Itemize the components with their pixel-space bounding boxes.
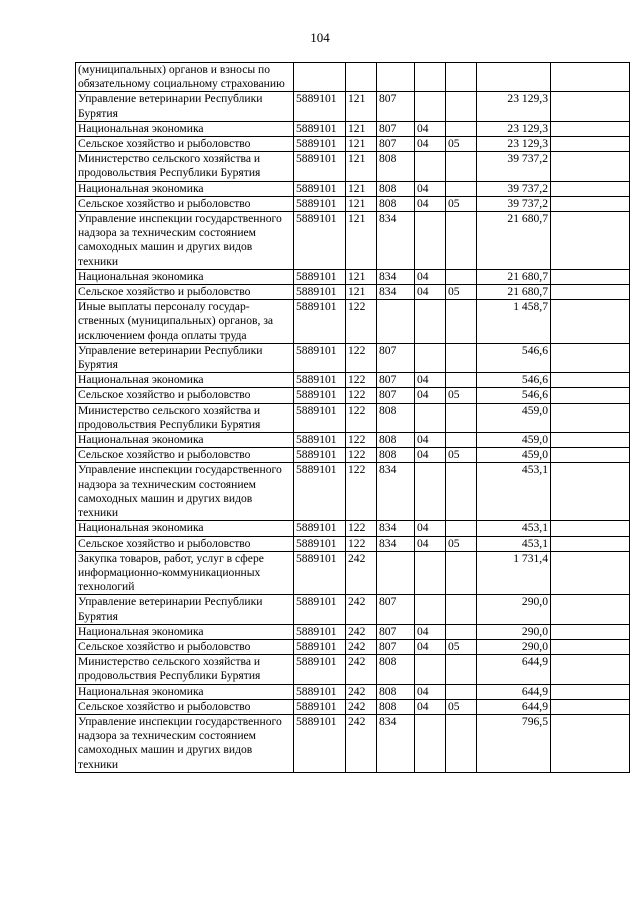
amount-cell xyxy=(477,63,551,92)
subsection-cell: 05 xyxy=(446,639,477,654)
row-name-cell: Управление инспекции государственного надзора за техническим состоянием самоходных машин и других видов техники xyxy=(76,714,294,772)
administrator-code-cell: 807 xyxy=(377,595,415,624)
empty-cell xyxy=(551,536,630,551)
section-cell xyxy=(415,595,446,624)
target-article-cell: 5889101 xyxy=(294,388,346,403)
subsection-cell: 05 xyxy=(446,285,477,300)
row-name-cell: Министерство сельского хозяйства и продовольствия Республики Бурятия xyxy=(76,403,294,432)
table-row xyxy=(76,624,630,639)
section-cell: 04 xyxy=(415,137,446,152)
row-name-cell: Управление ветеринарии Республики Бурятия xyxy=(76,595,294,624)
expense-type-cell: 242 xyxy=(346,684,377,699)
table-row xyxy=(76,181,630,196)
target-article-cell: 5889101 xyxy=(294,624,346,639)
table-body xyxy=(76,63,630,773)
administrator-code-cell: 807 xyxy=(377,639,415,654)
empty-cell xyxy=(551,343,630,372)
subsection-cell xyxy=(446,373,477,388)
section-cell xyxy=(415,92,446,121)
amount-cell: 459,0 xyxy=(477,448,551,463)
section-cell: 04 xyxy=(415,285,446,300)
target-article-cell: 5889101 xyxy=(294,403,346,432)
expense-type-cell: 122 xyxy=(346,373,377,388)
target-article-cell: 5889101 xyxy=(294,463,346,521)
expense-type-cell: 121 xyxy=(346,137,377,152)
subsection-cell xyxy=(446,521,477,536)
target-article-cell: 5889101 xyxy=(294,699,346,714)
budget-table xyxy=(75,62,630,773)
amount-cell: 546,6 xyxy=(477,343,551,372)
amount-cell: 1 731,4 xyxy=(477,551,551,595)
page-number: 104 xyxy=(310,30,330,45)
target-article-cell: 5889101 xyxy=(294,152,346,181)
empty-cell xyxy=(551,624,630,639)
subsection-cell xyxy=(446,269,477,284)
section-cell: 04 xyxy=(415,684,446,699)
empty-cell xyxy=(551,639,630,654)
subsection-cell xyxy=(446,463,477,521)
target-article-cell: 5889101 xyxy=(294,433,346,448)
expense-type-cell: 122 xyxy=(346,343,377,372)
row-name-cell: Национальная экономика xyxy=(76,521,294,536)
section-cell: 04 xyxy=(415,624,446,639)
administrator-code-cell xyxy=(377,551,415,595)
administrator-code-cell: 834 xyxy=(377,285,415,300)
empty-cell xyxy=(551,121,630,136)
section-cell xyxy=(415,300,446,344)
target-article-cell: 5889101 xyxy=(294,595,346,624)
row-name-cell: Иные выплаты персоналу государственных (муниципальных) органов, за исключением фонда оплаты труда xyxy=(76,300,294,344)
amount-cell: 39 737,2 xyxy=(477,181,551,196)
section-cell: 04 xyxy=(415,433,446,448)
target-article-cell: 5889101 xyxy=(294,551,346,595)
target-article-cell: 5889101 xyxy=(294,655,346,684)
subsection-cell xyxy=(446,92,477,121)
expense-type-cell: 121 xyxy=(346,152,377,181)
empty-cell xyxy=(551,212,630,270)
administrator-code-cell: 834 xyxy=(377,463,415,521)
expense-type-cell: 121 xyxy=(346,181,377,196)
section-cell xyxy=(415,212,446,270)
table-row xyxy=(76,684,630,699)
subsection-cell xyxy=(446,212,477,270)
administrator-code-cell: 834 xyxy=(377,536,415,551)
target-article-cell: 5889101 xyxy=(294,300,346,344)
administrator-code-cell: 834 xyxy=(377,714,415,772)
table-row xyxy=(76,536,630,551)
subsection-cell xyxy=(446,121,477,136)
row-name-cell: Сельское хозяйство и рыболовство xyxy=(76,285,294,300)
table-row xyxy=(76,121,630,136)
administrator-code-cell: 808 xyxy=(377,403,415,432)
row-name-cell: Национальная экономика xyxy=(76,121,294,136)
administrator-code-cell: 808 xyxy=(377,152,415,181)
administrator-code-cell: 808 xyxy=(377,181,415,196)
subsection-cell xyxy=(446,655,477,684)
target-article-cell: 5889101 xyxy=(294,285,346,300)
expense-type-cell: 121 xyxy=(346,196,377,211)
administrator-code-cell: 808 xyxy=(377,655,415,684)
target-article-cell: 5889101 xyxy=(294,137,346,152)
administrator-code-cell: 807 xyxy=(377,373,415,388)
table-row xyxy=(76,551,630,595)
table-row xyxy=(76,463,630,521)
table-row xyxy=(76,300,630,344)
table-row xyxy=(76,343,630,372)
empty-cell xyxy=(551,684,630,699)
target-article-cell: 5889101 xyxy=(294,92,346,121)
administrator-code-cell: 808 xyxy=(377,684,415,699)
administrator-code-cell: 834 xyxy=(377,212,415,270)
row-name-cell: Национальная экономика xyxy=(76,181,294,196)
empty-cell xyxy=(551,373,630,388)
section-cell xyxy=(415,403,446,432)
table-row xyxy=(76,285,630,300)
table-row xyxy=(76,714,630,772)
section-cell: 04 xyxy=(415,388,446,403)
empty-cell xyxy=(551,433,630,448)
table-row xyxy=(76,63,630,92)
subsection-cell xyxy=(446,343,477,372)
subsection-cell xyxy=(446,181,477,196)
expense-type-cell: 242 xyxy=(346,639,377,654)
target-article-cell: 5889101 xyxy=(294,448,346,463)
table-row xyxy=(76,639,630,654)
administrator-code-cell xyxy=(377,63,415,92)
section-cell: 04 xyxy=(415,521,446,536)
target-article-cell: 5889101 xyxy=(294,121,346,136)
expense-type-cell: 122 xyxy=(346,433,377,448)
table-row xyxy=(76,92,630,121)
empty-cell xyxy=(551,181,630,196)
subsection-cell xyxy=(446,551,477,595)
table-row xyxy=(76,448,630,463)
row-name-cell: Министерство сельского хозяйства и продовольствия Республики Бурятия xyxy=(76,152,294,181)
table-row xyxy=(76,196,630,211)
expense-type-cell: 122 xyxy=(346,536,377,551)
expense-type-cell: 242 xyxy=(346,655,377,684)
expense-type-cell: 242 xyxy=(346,624,377,639)
section-cell xyxy=(415,655,446,684)
table-row xyxy=(76,373,630,388)
amount-cell: 21 680,7 xyxy=(477,212,551,270)
empty-cell xyxy=(551,285,630,300)
table-row xyxy=(76,699,630,714)
empty-cell xyxy=(551,63,630,92)
amount-cell: 290,0 xyxy=(477,624,551,639)
amount-cell: 21 680,7 xyxy=(477,269,551,284)
target-article-cell: 5889101 xyxy=(294,196,346,211)
subsection-cell: 05 xyxy=(446,536,477,551)
expense-type-cell: 242 xyxy=(346,595,377,624)
subsection-cell xyxy=(446,63,477,92)
target-article-cell: 5889101 xyxy=(294,521,346,536)
amount-cell: 39 737,2 xyxy=(477,196,551,211)
expense-type-cell: 242 xyxy=(346,714,377,772)
row-name-cell: (муниципальных) органов и взносы по обязательному социальному страхованию xyxy=(76,63,294,92)
amount-cell: 21 680,7 xyxy=(477,285,551,300)
administrator-code-cell: 807 xyxy=(377,343,415,372)
expense-type-cell: 121 xyxy=(346,92,377,121)
subsection-cell: 05 xyxy=(446,388,477,403)
row-name-cell: Министерство сельского хозяйства и продовольствия Республики Бурятия xyxy=(76,655,294,684)
amount-cell: 39 737,2 xyxy=(477,152,551,181)
table-row xyxy=(76,388,630,403)
target-article-cell: 5889101 xyxy=(294,343,346,372)
row-name-cell: Сельское хозяйство и рыболовство xyxy=(76,536,294,551)
amount-cell: 644,9 xyxy=(477,684,551,699)
table-row xyxy=(76,137,630,152)
target-article-cell: 5889101 xyxy=(294,639,346,654)
table-row xyxy=(76,655,630,684)
target-article-cell: 5889101 xyxy=(294,684,346,699)
expense-type-cell xyxy=(346,63,377,92)
subsection-cell xyxy=(446,624,477,639)
administrator-code-cell: 807 xyxy=(377,92,415,121)
expense-type-cell: 122 xyxy=(346,521,377,536)
row-name-cell: Сельское хозяйство и рыболовство xyxy=(76,448,294,463)
target-article-cell: 5889101 xyxy=(294,373,346,388)
section-cell xyxy=(415,551,446,595)
subsection-cell xyxy=(446,714,477,772)
amount-cell: 290,0 xyxy=(477,639,551,654)
target-article-cell: 5889101 xyxy=(294,714,346,772)
expense-type-cell: 122 xyxy=(346,300,377,344)
row-name-cell: Управление инспекции государственного надзора за техническим состоянием самоходных машин и других видов техники xyxy=(76,463,294,521)
amount-cell: 459,0 xyxy=(477,433,551,448)
row-name-cell: Сельское хозяйство и рыболовство xyxy=(76,388,294,403)
row-name-cell: Национальная экономика xyxy=(76,373,294,388)
target-article-cell: 5889101 xyxy=(294,269,346,284)
section-cell xyxy=(415,714,446,772)
row-name-cell: Национальная экономика xyxy=(76,433,294,448)
administrator-code-cell: 807 xyxy=(377,624,415,639)
row-name-cell: Национальная экономика xyxy=(76,684,294,699)
empty-cell xyxy=(551,300,630,344)
row-name-cell: Закупка товаров, работ, услуг в сфере информационно-коммуникационных технологий xyxy=(76,551,294,595)
subsection-cell: 05 xyxy=(446,448,477,463)
empty-cell xyxy=(551,137,630,152)
empty-cell xyxy=(551,448,630,463)
subsection-cell xyxy=(446,433,477,448)
amount-cell: 453,1 xyxy=(477,536,551,551)
subsection-cell: 05 xyxy=(446,196,477,211)
empty-cell xyxy=(551,463,630,521)
empty-cell xyxy=(551,595,630,624)
expense-type-cell: 122 xyxy=(346,463,377,521)
expense-type-cell: 122 xyxy=(346,448,377,463)
amount-cell: 796,5 xyxy=(477,714,551,772)
table-row xyxy=(76,269,630,284)
administrator-code-cell: 808 xyxy=(377,433,415,448)
section-cell xyxy=(415,63,446,92)
amount-cell: 644,9 xyxy=(477,699,551,714)
row-name-cell: Сельское хозяйство и рыболовство xyxy=(76,699,294,714)
section-cell: 04 xyxy=(415,269,446,284)
empty-cell xyxy=(551,714,630,772)
target-article-cell: 5889101 xyxy=(294,181,346,196)
row-name-cell: Сельское хозяйство и рыболовство xyxy=(76,639,294,654)
subsection-cell xyxy=(446,152,477,181)
amount-cell: 453,1 xyxy=(477,521,551,536)
administrator-code-cell: 808 xyxy=(377,196,415,211)
row-name-cell: Национальная экономика xyxy=(76,269,294,284)
amount-cell: 546,6 xyxy=(477,388,551,403)
empty-cell xyxy=(551,403,630,432)
table-row xyxy=(76,433,630,448)
amount-cell: 23 129,3 xyxy=(477,137,551,152)
amount-cell: 290,0 xyxy=(477,595,551,624)
section-cell xyxy=(415,343,446,372)
empty-cell xyxy=(551,551,630,595)
subsection-cell xyxy=(446,300,477,344)
administrator-code-cell: 808 xyxy=(377,699,415,714)
subsection-cell: 05 xyxy=(446,137,477,152)
empty-cell xyxy=(551,269,630,284)
administrator-code-cell: 808 xyxy=(377,448,415,463)
amount-cell: 23 129,3 xyxy=(477,92,551,121)
row-name-cell: Сельское хозяйство и рыболовство xyxy=(76,137,294,152)
subsection-cell: 05 xyxy=(446,699,477,714)
subsection-cell xyxy=(446,403,477,432)
target-article-cell: 5889101 xyxy=(294,536,346,551)
section-cell: 04 xyxy=(415,639,446,654)
section-cell: 04 xyxy=(415,181,446,196)
expense-type-cell: 242 xyxy=(346,551,377,595)
administrator-code-cell: 807 xyxy=(377,137,415,152)
section-cell: 04 xyxy=(415,536,446,551)
expense-type-cell: 121 xyxy=(346,269,377,284)
expense-type-cell: 121 xyxy=(346,285,377,300)
administrator-code-cell: 834 xyxy=(377,269,415,284)
empty-cell xyxy=(551,699,630,714)
section-cell: 04 xyxy=(415,699,446,714)
amount-cell: 453,1 xyxy=(477,463,551,521)
empty-cell xyxy=(551,92,630,121)
amount-cell: 1 458,7 xyxy=(477,300,551,344)
target-article-cell xyxy=(294,63,346,92)
administrator-code-cell: 807 xyxy=(377,121,415,136)
expense-type-cell: 122 xyxy=(346,403,377,432)
table-row xyxy=(76,403,630,432)
subsection-cell xyxy=(446,684,477,699)
table-row xyxy=(76,152,630,181)
empty-cell xyxy=(551,196,630,211)
table-row xyxy=(76,521,630,536)
row-name-cell: Сельское хозяйство и рыболовство xyxy=(76,196,294,211)
section-cell: 04 xyxy=(415,448,446,463)
amount-cell: 459,0 xyxy=(477,403,551,432)
row-name-cell: Управление ветеринарии Республики Бурятия xyxy=(76,343,294,372)
administrator-code-cell: 834 xyxy=(377,521,415,536)
expense-type-cell: 242 xyxy=(346,699,377,714)
amount-cell: 546,6 xyxy=(477,373,551,388)
section-cell: 04 xyxy=(415,196,446,211)
row-name-cell: Управление ветеринарии Республики Бурятия xyxy=(76,92,294,121)
section-cell: 04 xyxy=(415,373,446,388)
expense-type-cell: 122 xyxy=(346,388,377,403)
section-cell xyxy=(415,152,446,181)
row-name-cell: Управление инспекции государственного надзора за техническим состоянием самоходных машин и других видов техники xyxy=(76,212,294,270)
table-row xyxy=(76,212,630,270)
empty-cell xyxy=(551,521,630,536)
target-article-cell: 5889101 xyxy=(294,212,346,270)
row-name-cell: Национальная экономика xyxy=(76,624,294,639)
expense-type-cell: 121 xyxy=(346,121,377,136)
empty-cell xyxy=(551,152,630,181)
expense-type-cell: 121 xyxy=(346,212,377,270)
amount-cell: 644,9 xyxy=(477,655,551,684)
empty-cell xyxy=(551,655,630,684)
table-row xyxy=(76,595,630,624)
amount-cell: 23 129,3 xyxy=(477,121,551,136)
subsection-cell xyxy=(446,595,477,624)
administrator-code-cell xyxy=(377,300,415,344)
section-cell: 04 xyxy=(415,121,446,136)
section-cell xyxy=(415,463,446,521)
empty-cell xyxy=(551,388,630,403)
administrator-code-cell: 807 xyxy=(377,388,415,403)
